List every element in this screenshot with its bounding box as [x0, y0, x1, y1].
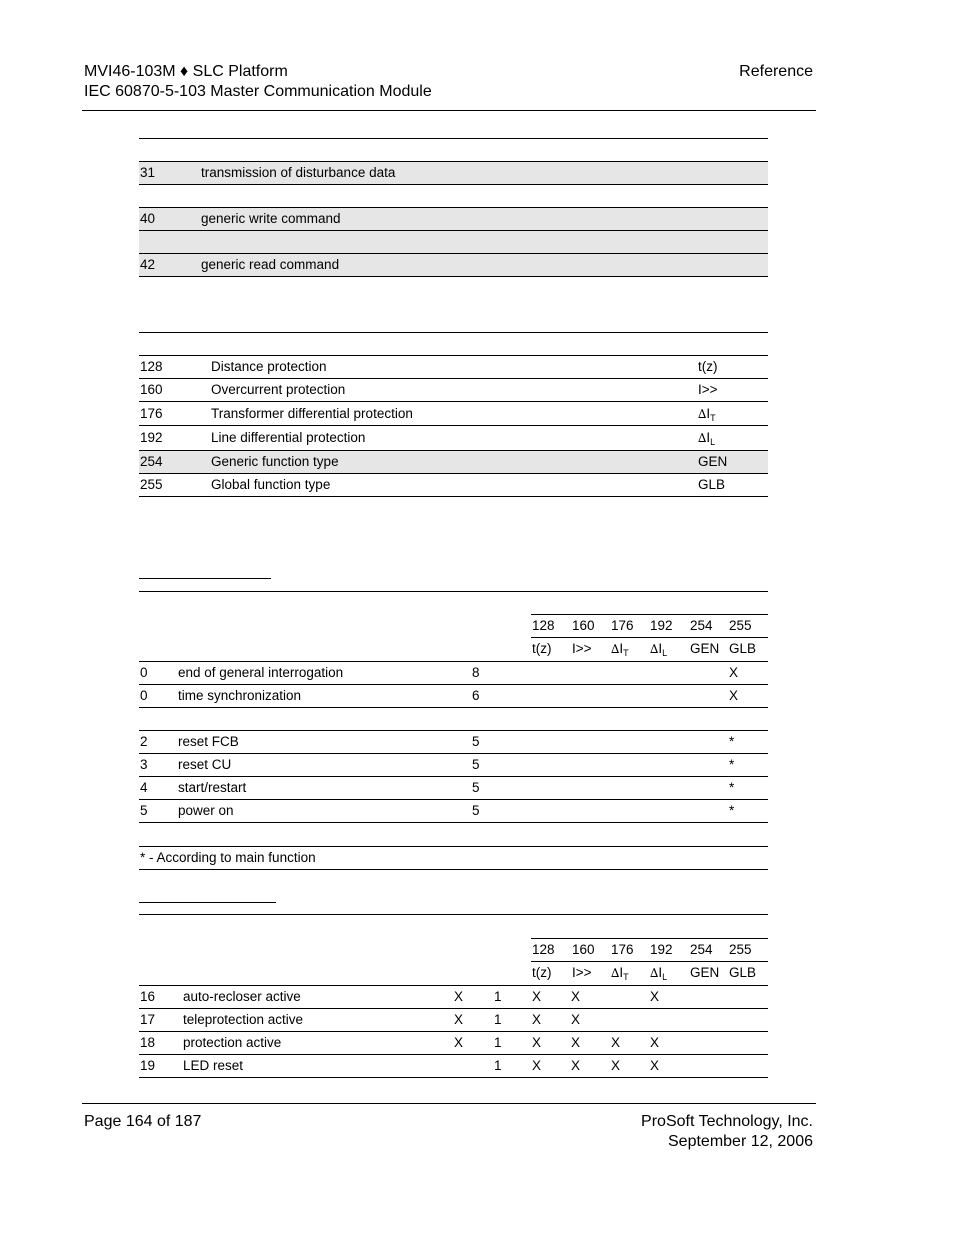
glb-marker: * [729, 734, 735, 749]
function-type-description: Global function type [211, 477, 331, 492]
type-id-description: generic read command [201, 257, 340, 272]
func-abbr: GEN [690, 641, 720, 656]
inf-number: 4 [140, 780, 148, 795]
table-note: * - According to main function [140, 850, 316, 865]
table-row-empty [139, 708, 768, 731]
func-code: 255 [729, 618, 752, 633]
function-type-description: Transformer differential protection [211, 406, 413, 421]
func-192-marker: X [650, 1058, 660, 1073]
func-192-marker: X [650, 989, 660, 1004]
inf-number: 0 [140, 688, 148, 703]
func-abbr: t(z) [532, 641, 552, 656]
table-row [139, 356, 768, 379]
delta-symbol: ∆ [650, 966, 659, 980]
footer-divider [82, 1103, 816, 1104]
inf-number: 3 [140, 757, 148, 772]
table-row [139, 800, 768, 823]
delta-symbol: ∆ [698, 431, 707, 445]
glb-marker: * [729, 757, 735, 772]
asdu-type: 5 [472, 803, 480, 818]
asdu-type: 1 [494, 989, 502, 1004]
func-176-marker: X [611, 1035, 621, 1050]
subscript: L [662, 648, 668, 658]
section-name: Reference [739, 63, 813, 80]
asdu-type: 6 [472, 688, 480, 703]
doc-title-line2: IEC 60870-5-103 Master Communication Module [84, 83, 432, 100]
table-row [139, 185, 768, 208]
function-description: start/restart [178, 780, 247, 795]
type-id-code: 40 [140, 211, 156, 226]
table-row [139, 379, 768, 402]
delta-symbol: ∆ [611, 966, 620, 980]
table-note-row [139, 847, 768, 870]
section4-underline [139, 902, 276, 903]
func-160-marker: X [571, 1058, 581, 1073]
type-id-description: generic write command [201, 211, 341, 226]
asdu-type: 5 [472, 734, 480, 749]
func-code-row [0, 939, 954, 961]
subscript: T [623, 648, 629, 658]
inf-number: 19 [140, 1058, 156, 1073]
function-description: time synchronization [178, 688, 302, 703]
func-code-row [0, 615, 954, 637]
table-row [139, 254, 768, 277]
table3-top-rule [139, 591, 768, 592]
table-row [139, 474, 768, 497]
asdu-type: 5 [472, 780, 480, 795]
current-symbol: I [658, 965, 663, 980]
current-symbol: I [619, 641, 624, 656]
glb-marker: X [729, 688, 739, 703]
inf-number: 16 [140, 989, 156, 1004]
func-160-marker: X [571, 1035, 581, 1050]
inf-number: 18 [140, 1035, 156, 1050]
section3-underline [139, 578, 271, 579]
doc-title-line1: MVI46-103M ♦ SLC Platform [84, 63, 288, 80]
subscript: T [623, 972, 629, 982]
glb-marker: X [729, 665, 739, 680]
table-row [139, 451, 768, 474]
gi-marker: X [454, 1035, 464, 1050]
function-type-abbr: GEN [698, 454, 728, 469]
asdu-type: 1 [494, 1012, 502, 1027]
publish-date: September 12, 2006 [668, 1133, 813, 1150]
func-128-marker: X [532, 1035, 542, 1050]
table1-top-rule [139, 138, 768, 139]
indication-description: teleprotection active [183, 1012, 304, 1027]
indication-description: auto-recloser active [183, 989, 301, 1004]
func-128-marker: X [532, 1058, 542, 1073]
function-description: reset FCB [178, 734, 239, 749]
func-code: 255 [729, 942, 752, 957]
func-code: 254 [690, 942, 713, 957]
function-type-code: 255 [140, 477, 163, 492]
function-type-code: 192 [140, 430, 163, 445]
inf-number: 2 [140, 734, 148, 749]
gi-marker: X [454, 989, 464, 1004]
table-row [139, 208, 768, 231]
current-symbol: I [619, 965, 624, 980]
table-row [139, 1009, 768, 1032]
function-type-abbr: GLB [698, 477, 726, 492]
table-row [139, 162, 768, 185]
subscript: L [710, 437, 716, 447]
func-128-marker: X [532, 1012, 542, 1027]
func-abbr: GEN [690, 965, 720, 980]
func-abbr-row [0, 962, 954, 984]
function-type-description: Distance protection [211, 359, 327, 374]
function-description: power on [178, 803, 234, 818]
glb-marker: * [729, 803, 735, 818]
table-row [139, 662, 768, 685]
func-code: 176 [611, 942, 634, 957]
func-abbr: GLB [729, 965, 757, 980]
header-divider [82, 110, 816, 111]
inf-number: 17 [140, 1012, 156, 1027]
func-160-marker: X [571, 989, 581, 1004]
delta-symbol: ∆ [698, 407, 707, 421]
asdu-type: 8 [472, 665, 480, 680]
delta-symbol: ∆ [650, 642, 659, 656]
function-type-description: Line differential protection [211, 430, 366, 445]
function-type-description: Generic function type [211, 454, 339, 469]
func-abbr-row [0, 638, 954, 660]
asdu-type: 5 [472, 757, 480, 772]
gi-marker: X [454, 1012, 464, 1027]
function-type-abbr: I>> [698, 382, 718, 397]
function-type-abbr: t(z) [698, 359, 718, 374]
table-row [139, 754, 768, 777]
func-128-marker: X [532, 989, 542, 1004]
func-code: 192 [650, 618, 673, 633]
type-id-description: transmission of disturbance data [201, 165, 396, 180]
function-type-abbr [698, 426, 715, 454]
table-row [139, 402, 768, 426]
table-row [139, 1055, 768, 1078]
table-row [139, 777, 768, 800]
table-row [139, 426, 768, 451]
asdu-type: 1 [494, 1035, 502, 1050]
func-code: 176 [611, 618, 634, 633]
function-description: end of general interrogation [178, 665, 344, 680]
table2-top-rule [139, 332, 768, 333]
function-type-description: Overcurrent protection [211, 382, 346, 397]
func-code: 160 [572, 618, 595, 633]
inf-number: 0 [140, 665, 148, 680]
current-symbol: I [706, 406, 711, 421]
table4-top-rule [139, 914, 768, 915]
function-type-code: 254 [140, 454, 163, 469]
table-row [139, 731, 768, 754]
subscript: T [710, 413, 716, 423]
table-row-empty [139, 824, 768, 847]
page-number: Page 164 of 187 [84, 1113, 202, 1130]
func-code: 160 [572, 942, 595, 957]
function-type-code: 176 [140, 406, 163, 421]
function-type-code: 160 [140, 382, 163, 397]
func-code: 192 [650, 942, 673, 957]
function-type-code: 128 [140, 359, 163, 374]
table-row [139, 986, 768, 1009]
subscript: L [662, 972, 668, 982]
indication-description: LED reset [183, 1058, 244, 1073]
table-row [139, 231, 768, 254]
func-code: 254 [690, 618, 713, 633]
glb-marker: * [729, 780, 735, 795]
func-192-marker: X [650, 1035, 660, 1050]
company-name: ProSoft Technology, Inc. [641, 1113, 813, 1130]
func-abbr: GLB [729, 641, 757, 656]
current-symbol: I [658, 641, 663, 656]
func-abbr: I>> [572, 965, 592, 980]
func-176-marker: X [611, 1058, 621, 1073]
func-code: 128 [532, 942, 555, 957]
current-symbol: I [706, 430, 711, 445]
delta-symbol: ∆ [611, 642, 620, 656]
func-abbr: I>> [572, 641, 592, 656]
indication-description: protection active [183, 1035, 282, 1050]
func-abbr: t(z) [532, 965, 552, 980]
table-row [139, 685, 768, 708]
inf-number: 5 [140, 803, 148, 818]
table-row [139, 1032, 768, 1055]
type-id-code: 42 [140, 257, 156, 272]
func-160-marker: X [571, 1012, 581, 1027]
asdu-type: 1 [494, 1058, 502, 1073]
func-code: 128 [532, 618, 555, 633]
type-id-code: 31 [140, 165, 156, 180]
function-description: reset CU [178, 757, 232, 772]
